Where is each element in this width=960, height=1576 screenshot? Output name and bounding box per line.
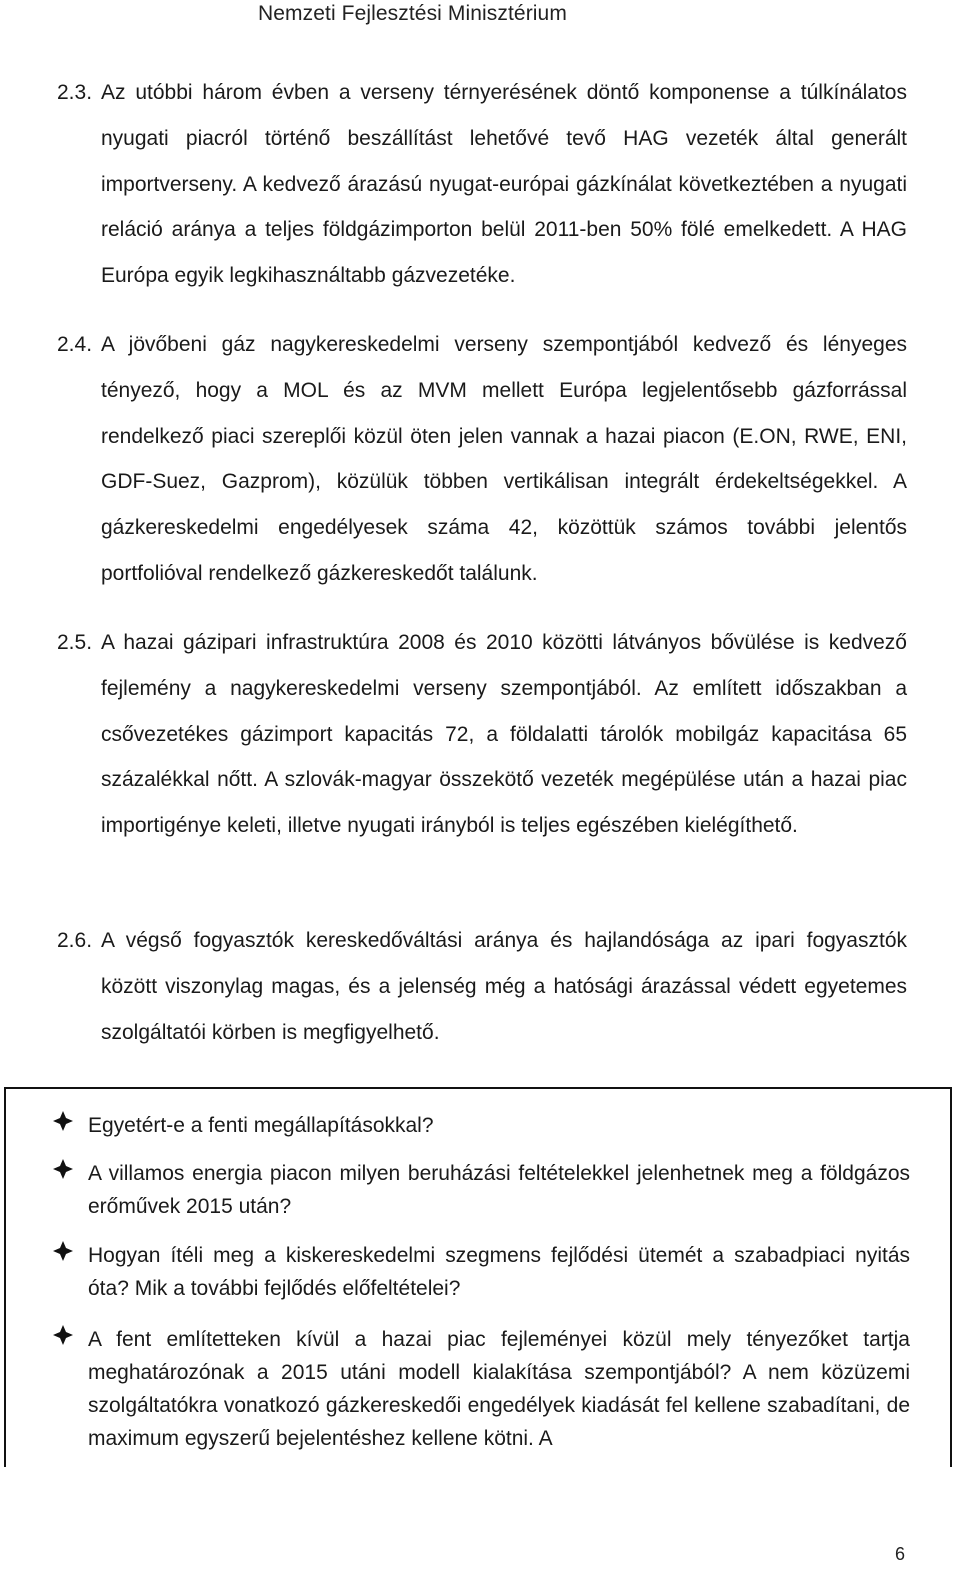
paragraph-2-3 [57, 70, 907, 299]
paragraph-text: A hazai gázipari infrastruktúra 2008 és 2010 közötti látványos bővülése is kedvező fejlemény a nagykereskedelmi verseny szempontjából. Az említett időszakban a csővezetékes gázimport kapacitás 72, a földalatti tárolók mobilgáz kapacitása 65 százalékkal nőtt. A szlovák-magyar összekötő vezeték megépülése után a hazai piac importigénye keleti, illetve nyugati irányból is teljes egészében kielégíthető. [101, 631, 907, 838]
paragraph-2-6 [57, 918, 907, 1055]
paragraph-number: 2.5. [57, 631, 93, 654]
page-number: 6 [895, 1544, 906, 1564]
question-text: Egyetért-e a fenti megállapításokkal? [88, 1114, 434, 1137]
diamond-bullet-icon [52, 1110, 74, 1132]
paragraph-number: 2.3. [57, 81, 93, 104]
paragraph-2-5 [57, 620, 907, 849]
question-text: A fent említetteken kívül a hazai piac fejleményei közül mely tényezőket tartja meghatározónak a 2015 utáni modell kialakítása szempontjából? A nem közüzemi szolgáltatókra vonatkozó gázkereskedői engedélyek kiadását fel kellene szabadítani, de maximum egyszerű bejelentéshez kellene kötni. A [88, 1328, 910, 1450]
question-text: A villamos energia piacon milyen beruházási feltételekkel jelenhetnek meg a földgázos erőművek 2015 után? [88, 1162, 910, 1218]
question-item [52, 1239, 910, 1305]
page-header: Nemzeti Fejlesztési Minisztérium [258, 2, 567, 25]
question-text: Hogyan ítéli meg a kiskereskedelmi szegmens fejlődési ütemét a szabadpiaci nyitás óta? Mik a további fejlődés előfeltételei? [88, 1244, 910, 1300]
paragraph-2-4 [57, 322, 907, 597]
paragraph-text: Az utóbbi három évben a verseny térnyerésének döntő komponense a túlkínálatos nyugati piacról történő beszállítást lehetővé tevő HAG vezeték által generált importverseny. A kedvező árazású nyugat-európai gázkínálat következtében a nyugati reláció aránya a teljes földgázimporton belül 2011-ben 50% fölé emelkedett. A HAG Európa egyik legkihasználtabb gázvezetéke. [101, 81, 907, 288]
question-item [52, 1157, 910, 1223]
question-item [52, 1109, 910, 1142]
diamond-bullet-icon [52, 1324, 74, 1346]
paragraph-number: 2.6. [57, 929, 93, 952]
paragraph-text: A végső fogyasztók kereskedőváltási aránya és hajlandósága az ipari fogyasztók között viszonylag magas, és a jelenség még a hatósági árazással védett egyetemes szolgáltatói körben is megfigyelhető. [101, 929, 907, 1044]
questions-box [4, 1087, 952, 1467]
diamond-bullet-icon [52, 1240, 74, 1262]
paragraph-number: 2.4. [57, 333, 93, 356]
diamond-bullet-icon [52, 1158, 74, 1180]
question-item [52, 1323, 910, 1455]
paragraph-text: A jövőbeni gáz nagykereskedelmi verseny szempontjából kedvező és lényeges tényező, hogy a MOL és az MVM mellett Európa legjelentősebb gázforrással rendelkező piaci szereplői közül öten jelen vannak a hazai piacon (E.ON, RWE, ENI, GDF-Suez, Gazprom), közülük többen vertikálisan integrált érdekeltségekkel. A gázkereskedelmi engedélyesek száma 42, közöttük számos további jelentős portfolióval rendelkező gázkereskedőt találunk. [101, 333, 907, 585]
